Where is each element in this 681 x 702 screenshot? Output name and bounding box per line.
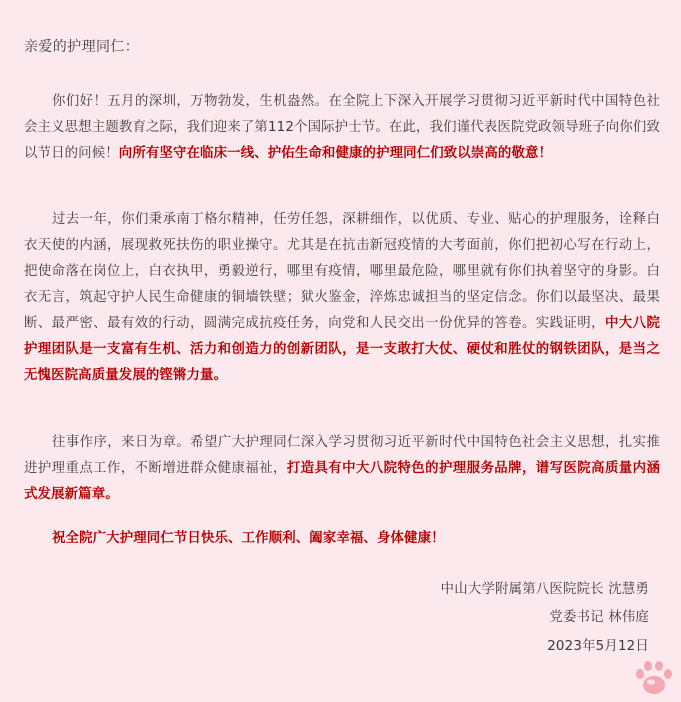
greeting-highlight: 向所有坚守在临床一线、护佑生命和健康的护理同仁们致以崇高的敬意！ [118, 146, 553, 161]
signature-secretary: 党委书记 林伟庭 [549, 610, 649, 625]
greeting-text: 你们好！五月的深圳，万物勃发，生机盎然。在全院上下深入开展学习贯彻习近平新时代中国特色社会主义思想主题教育之际，我们迎来了第112个国际护士节。在此，我们谨代表医院党政领导班子向你们致以节日的问候！ [24, 94, 660, 161]
signature-president: 中山大学附属第八医院院长 沈慧勇 [440, 582, 649, 597]
paragraph-greeting [24, 89, 660, 167]
hope-text: 往事作序，来日为章。希望广大护理同仁深入学习贯彻习近平新时代中国特色社会主义思想，扎实推进护理重点工作，不断增进群众健康福祉， [24, 435, 660, 476]
review-highlight: 中大八院护理团队是一支富有生机、活力和创造力的创新团队，是一支敢打大仗、硬仗和胜仗的钢铁团队，是当之无愧医院高质量发展的铿锵力量。 [24, 316, 660, 383]
hope-highlight: 打造具有中大八院特色的护理服务品牌，谱写医院高质量内涵式发展新篇章。 [24, 461, 660, 502]
paragraph-review [24, 207, 660, 389]
paragraph-hope [24, 430, 660, 508]
salutation: 亲爱的护理同仁： [24, 39, 140, 55]
review-text: 过去一年，你们秉承南丁格尔精神，任劳任怨，深耕细作，以优质、专业、贴心的护理服务，诠释白衣天使的内涵，展现救死扶伤的职业操守。尤其是在抗击新冠疫情的大考面前，你们把初心写在行动上，把使命落在岗位上，白衣执甲，勇毅逆行，哪里有疫情，哪里最危险，哪里就有你们执着坚守的身影。白衣无言，筑起守护人民生命健康的铜墙铁壁；狱火鉴金，淬炼忠诚担当的坚定信念。你们以最坚决、最果断、最严密、最有效的行动，圆满完成抗疫任务，向党和人民交出一份优异的答卷。实践证明， [24, 212, 660, 331]
paw-icon [631, 656, 675, 700]
signature-date: 2023年5月12日 [547, 639, 649, 654]
paragraph-wishes: 祝全院广大护理同仁节日快乐、工作顺利、阖家幸福、身体健康！ [52, 531, 445, 546]
